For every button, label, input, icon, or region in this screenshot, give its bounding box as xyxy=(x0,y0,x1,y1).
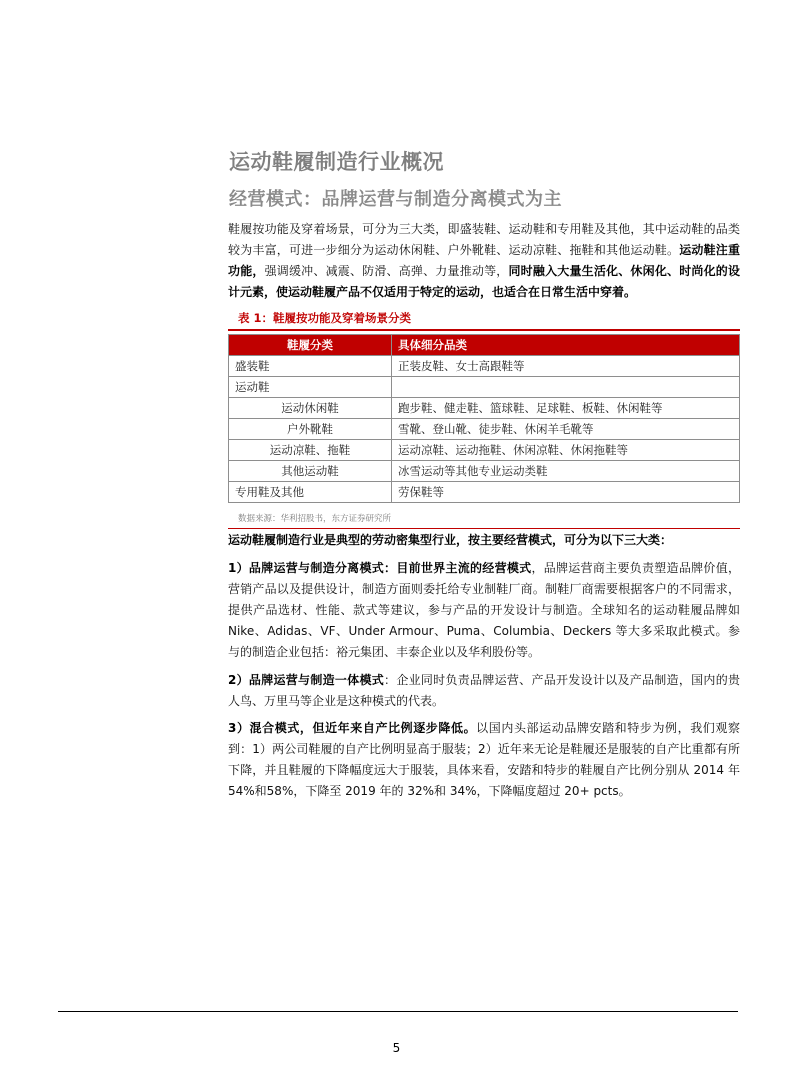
subsection-heading: 经营模式：品牌运营与制造分离模式为主 xyxy=(229,189,562,210)
intro-bold-1: 运动鞋注重功能， xyxy=(228,243,740,278)
table-row xyxy=(229,377,740,398)
table-row xyxy=(229,461,740,482)
mode-2-paragraph xyxy=(228,670,740,712)
table-cell-items xyxy=(392,377,740,398)
mode-1-paragraph xyxy=(228,558,740,663)
table-cell-category: 专用鞋及其他 xyxy=(229,482,392,503)
table-cell-category: 其他运动鞋 xyxy=(229,461,392,482)
table-cell-items: 劳保鞋等 xyxy=(392,482,740,503)
intro-bold-2: 同时融入大量生活化、休闲化、时尚化的设计元素，使运动鞋履产品不仅适用于特定的运动，也适合在日常生活中穿着。 xyxy=(228,264,740,299)
table-cell-items: 正装皮鞋、女士高跟鞋等 xyxy=(392,356,740,377)
mode-2-bold: 2）品牌运营与制造一体模式 xyxy=(228,673,385,687)
table-cell-items: 运动凉鞋、运动拖鞋、休闲凉鞋、休闲拖鞋等 xyxy=(392,440,740,461)
mode-3-bold: 3）混合模式，但近年来自产比例逐步降低。 xyxy=(228,721,477,735)
table-row xyxy=(229,356,740,377)
mode-2-text: ：企业同时负责品牌运营、产品开发设计以及产品制造，国内的贵人鸟、万里马等企业是这种模式的代表。 xyxy=(228,673,740,708)
table-row xyxy=(229,482,740,503)
mode-3-paragraph xyxy=(228,718,740,802)
table-cell-category: 运动凉鞋、拖鞋 xyxy=(229,440,392,461)
intro-text-2: 强调缓冲、减震、防滑、高弹、力量推动等， xyxy=(264,264,509,278)
mode-3-text: 以国内头部运动品牌安踏和特步为例，我们观察到：1）两公司鞋履的自产比例明显高于服装；2）近年来无论是鞋履还是服装的自产比重都有所下降，并且鞋履的下降幅度远大于服装，具体来看，安踏和特步的鞋履自产比例分别从 2014 年 54%和58%，下降至 2019 年的 32%和 34%，下降幅度超过 20+ pcts。 xyxy=(228,721,740,798)
table-cell-category: 运动休闲鞋 xyxy=(229,398,392,419)
table-row xyxy=(229,440,740,461)
table-top-rule xyxy=(228,329,740,331)
table-cell-items: 跑步鞋、健走鞋、篮球鞋、足球鞋、板鞋、休闲鞋等 xyxy=(392,398,740,419)
footer-rule xyxy=(58,1011,738,1012)
table-cell-category: 盛装鞋 xyxy=(229,356,392,377)
table-header-row xyxy=(229,335,740,356)
table-header-items: 具体细分品类 xyxy=(392,335,740,356)
footwear-classification-table xyxy=(228,334,740,503)
modes-lead-paragraph xyxy=(228,530,740,551)
mode-1-text: ，品牌运营商主要负责塑造品牌价值，营销产品以及提供设计，制造方面则委托给专业制鞋厂商。制鞋厂商需要根据客户的不同需求，提供产品选材、性能、款式等建议，参与产品的开发设计与制造。全球知名的运动鞋履品牌如 Nike、Adidas、VF、Under Armour、Puma、Columbia、Deckers 等大多采取此模式。参与的制造企业包括：裕元集团、丰泰企业以及华利股份等。 xyxy=(228,561,740,659)
table-cell-category: 运动鞋 xyxy=(229,377,392,398)
table-row xyxy=(229,419,740,440)
section-heading: 运动鞋履制造行业概况 xyxy=(229,150,444,174)
intro-text-1: 鞋履按功能及穿着场景，可分为三大类，即盛装鞋、运动鞋和专用鞋及其他，其中运动鞋的品类较为丰富，可进一步细分为运动休闲鞋、户外靴鞋、运动凉鞋、拖鞋和其他运动鞋。 xyxy=(228,222,740,257)
table-row xyxy=(229,398,740,419)
table-cell-items: 雪靴、登山靴、徒步鞋、休闲羊毛靴等 xyxy=(392,419,740,440)
page-number: 5 xyxy=(392,1041,401,1055)
table-cell-items: 冰雪运动等其他专业运动类鞋 xyxy=(392,461,740,482)
table-cell-category: 户外靴鞋 xyxy=(229,419,392,440)
table-source-note: 数据来源：华利招股书，东方证券研究所 xyxy=(238,514,392,524)
table-title: 表 1：鞋履按功能及穿着场景分类 xyxy=(238,311,412,325)
table-bottom-rule xyxy=(228,528,740,529)
table-header-category: 鞋履分类 xyxy=(229,335,392,356)
modes-lead-text: 运动鞋履制造行业是典型的劳动密集型行业，按主要经营模式，可分为以下三大类： xyxy=(228,533,673,547)
mode-1-bold: 1）品牌运营与制造分离模式：目前世界主流的经营模式 xyxy=(228,561,532,575)
intro-paragraph xyxy=(228,219,740,303)
